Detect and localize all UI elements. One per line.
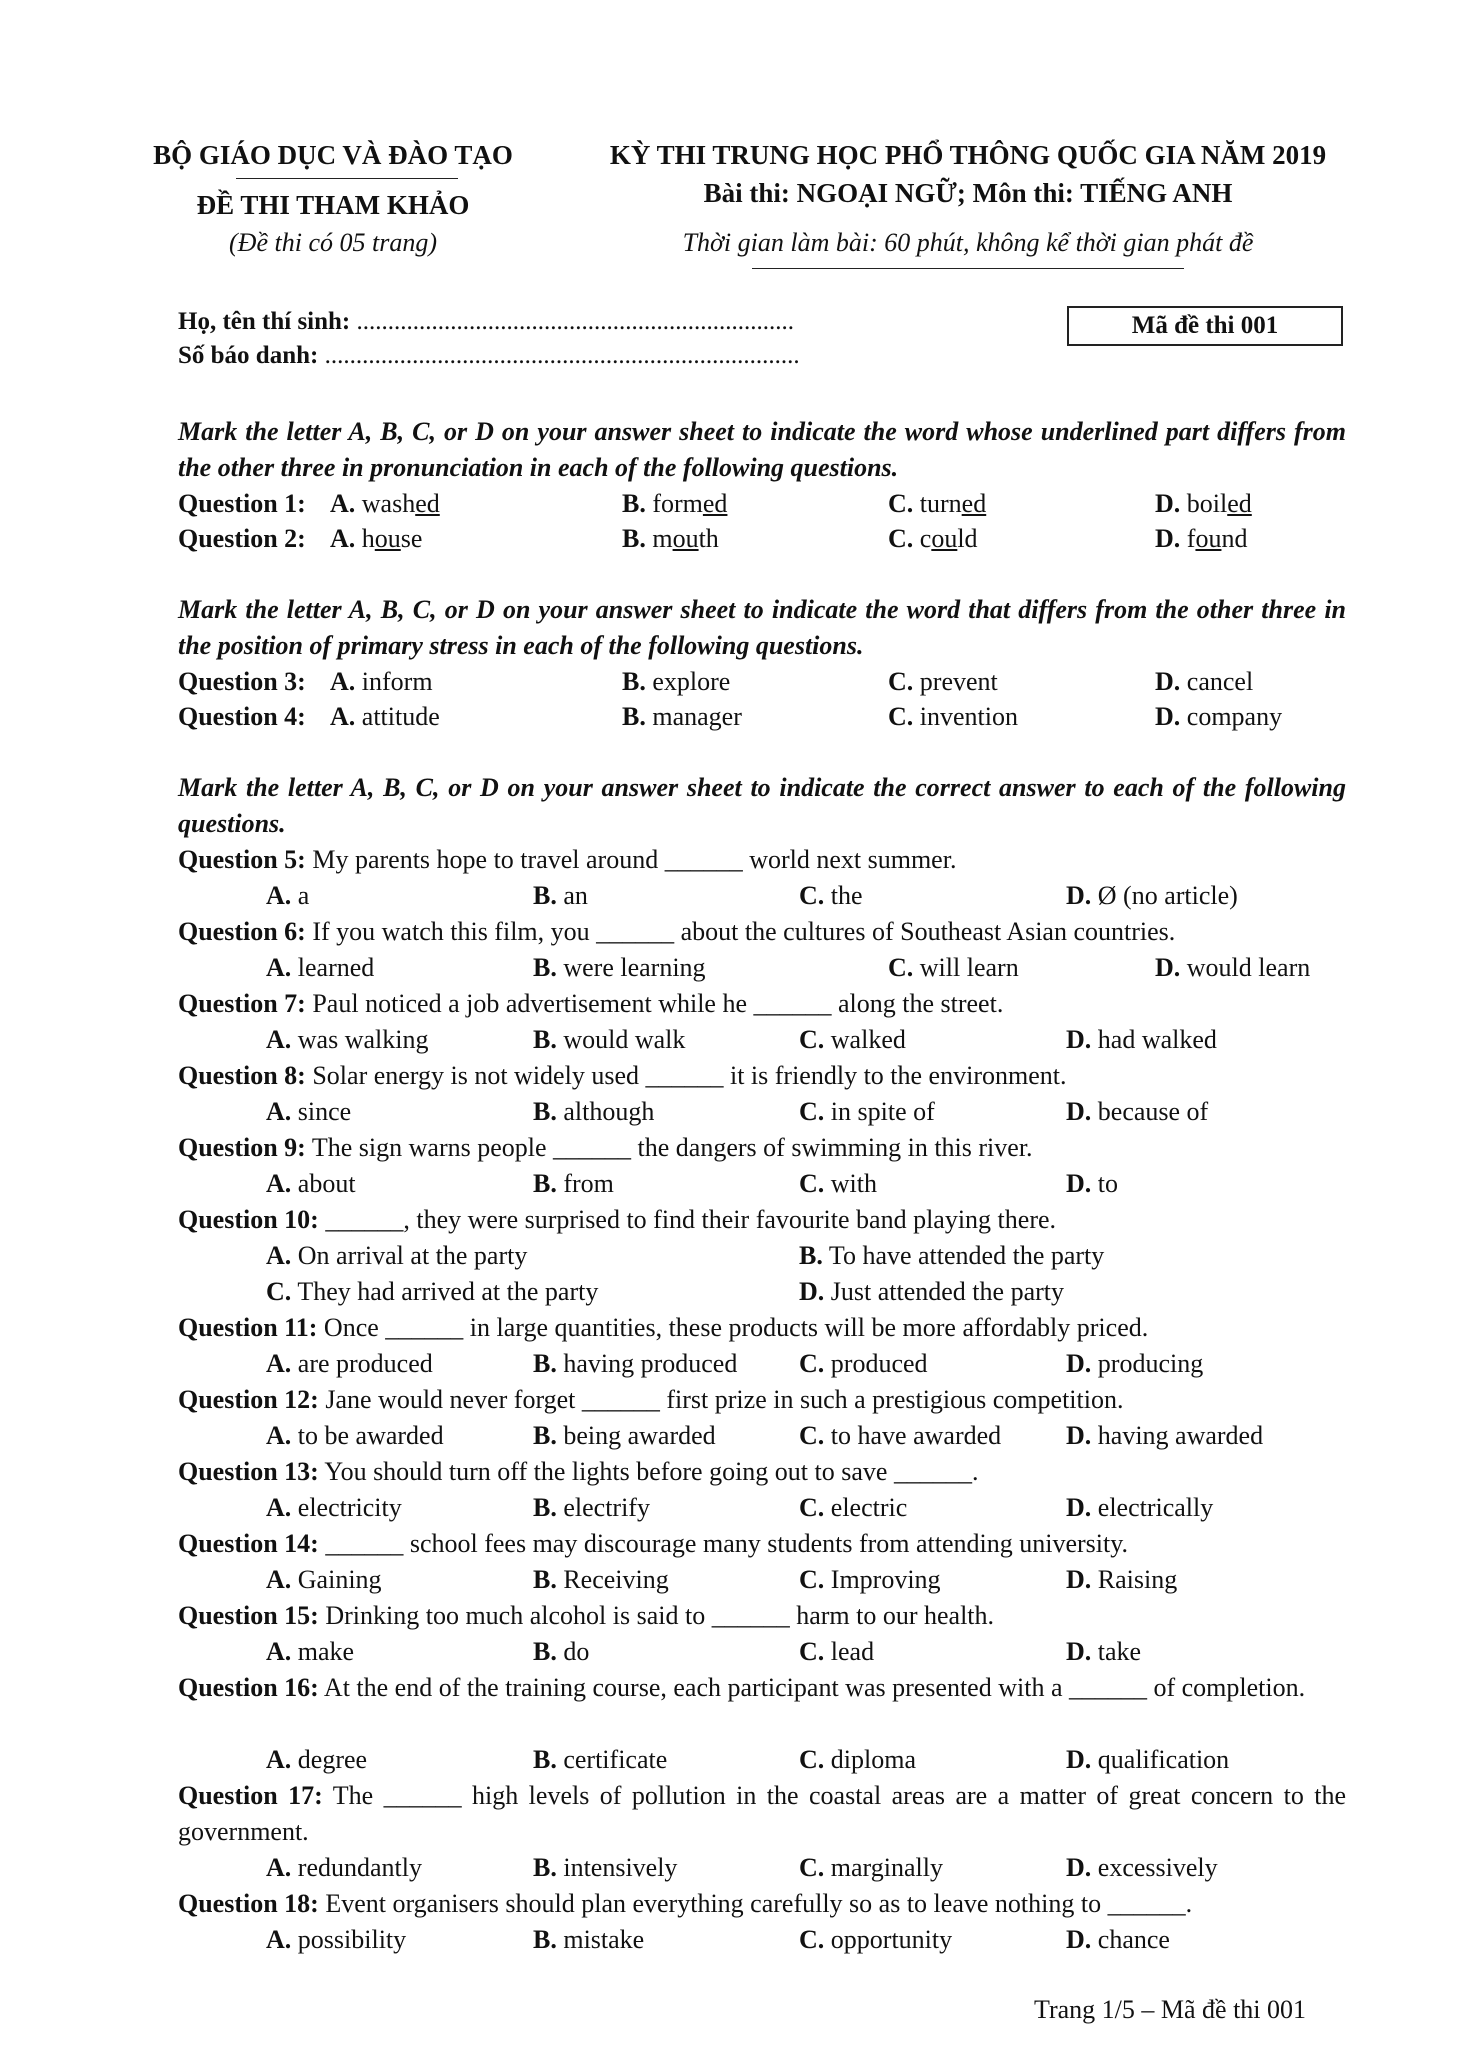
option-text: electrify <box>563 1493 650 1522</box>
q13-option-c[interactable] <box>799 1490 907 1526</box>
q12-option-c[interactable] <box>799 1418 1001 1454</box>
option-text: will learn <box>919 953 1019 982</box>
q17-option-a[interactable] <box>266 1850 422 1886</box>
q18-option-d[interactable] <box>1066 1922 1170 1958</box>
option-text: degree <box>297 1745 368 1774</box>
q16-option-c[interactable] <box>799 1742 916 1778</box>
option-letter: B. <box>533 1025 557 1054</box>
option-text: possibility <box>297 1925 407 1954</box>
option-letter: B. <box>533 953 557 982</box>
question-text: The sign warns people ______ the dangers of swimming in this river. <box>311 1133 1033 1162</box>
q15-option-a[interactable] <box>266 1634 354 1670</box>
question-10 <box>178 1202 1056 1238</box>
time-note: Thời gian làm bài: 60 phút, không kể thời gian phát đề <box>682 228 1254 257</box>
option-text: h <box>361 524 375 553</box>
option-letter: C. <box>799 1853 825 1882</box>
option-text: would learn <box>1186 953 1311 982</box>
option-letter: B. <box>622 702 646 731</box>
q9-option-a[interactable] <box>266 1166 356 1202</box>
option-letter: B. <box>533 1349 557 1378</box>
option-text: diploma <box>830 1745 916 1774</box>
option-text: To have attended the party <box>828 1241 1105 1270</box>
q15-option-b[interactable] <box>533 1634 589 1670</box>
option-text: Improving <box>830 1565 941 1594</box>
option-letter: C. <box>888 524 914 553</box>
option-letter: A. <box>266 1493 292 1522</box>
q10-option-b[interactable] <box>799 1238 1104 1274</box>
q6-option-b[interactable] <box>533 950 706 986</box>
option-text: turn <box>919 489 962 518</box>
question-text: Once ______ in large quantities, these products will be more affordably priced. <box>323 1313 1149 1342</box>
candidate-name-label: Họ, tên thí sinh: <box>178 308 351 335</box>
question-5 <box>178 842 956 878</box>
option-text: because of <box>1097 1097 1209 1126</box>
q4-option-d[interactable] <box>1155 699 1282 735</box>
option-letter: A. <box>266 1853 292 1882</box>
option-letter: C. <box>888 953 914 982</box>
q18-option-a[interactable] <box>266 1922 406 1958</box>
option-letter: A. <box>266 1025 292 1054</box>
option-letter: D. <box>1066 881 1092 910</box>
q5-option-c[interactable] <box>799 878 863 914</box>
option-letter: B. <box>533 1637 557 1666</box>
option-text: mistake <box>563 1925 645 1954</box>
option-letter: B. <box>799 1241 823 1270</box>
q8-option-a[interactable] <box>266 1094 351 1130</box>
pages-note: (Đề thi có 05 trang) <box>229 228 437 257</box>
option-text: electrically <box>1097 1493 1214 1522</box>
option-text: was walking <box>297 1025 429 1054</box>
q11-option-c[interactable] <box>799 1346 928 1382</box>
option-letter: A. <box>330 667 356 696</box>
candidate-name-row <box>178 308 794 336</box>
option-letter: B. <box>533 1493 557 1522</box>
option-text: cancel <box>1186 667 1254 696</box>
option-text: nd <box>1221 524 1248 553</box>
question-13 <box>178 1454 978 1490</box>
question-label: Question 14: <box>178 1529 319 1558</box>
candidate-id-row <box>178 342 800 370</box>
underlined-part: ou <box>931 524 958 553</box>
option-letter: C. <box>799 1421 825 1450</box>
q11-option-b[interactable] <box>533 1346 737 1382</box>
option-text: excessively <box>1097 1853 1218 1882</box>
q16-option-a[interactable] <box>266 1742 367 1778</box>
option-letter: D. <box>799 1277 825 1306</box>
option-text: They had arrived at the party <box>297 1277 599 1306</box>
q10-option-a[interactable] <box>266 1238 527 1274</box>
ministry-name: BỘ GIÁO DỤC VÀ ĐÀO TẠO <box>153 140 513 170</box>
option-letter: D. <box>1066 1853 1092 1882</box>
candidate-name-field[interactable]: ...................................................................... <box>356 308 795 335</box>
q13-option-a[interactable] <box>266 1490 402 1526</box>
q13-option-d[interactable] <box>1066 1490 1213 1526</box>
underlined-part: ou <box>672 524 699 553</box>
question-label: Question 11: <box>178 1313 318 1342</box>
option-text: an <box>563 881 588 910</box>
question-label: Question 15: <box>178 1601 319 1630</box>
option-letter: B. <box>622 524 646 553</box>
q14-option-b[interactable] <box>533 1562 669 1598</box>
option-text: wash <box>361 489 416 518</box>
option-text: having awarded <box>1097 1421 1264 1450</box>
question-label: Question 4: <box>178 702 306 731</box>
option-text: inform <box>361 667 433 696</box>
q1-option-a[interactable] <box>330 486 440 522</box>
option-letter: A. <box>330 524 356 553</box>
option-text: the <box>830 881 863 910</box>
option-text: had walked <box>1097 1025 1217 1054</box>
option-letter: B. <box>533 1169 557 1198</box>
question-17 <box>178 1778 1346 1850</box>
question-11 <box>178 1310 1148 1346</box>
question-text: Drinking too much alcohol is said to ______ harm to our health. <box>325 1601 995 1630</box>
q7-option-b[interactable] <box>533 1022 685 1058</box>
option-letter: B. <box>533 1421 557 1450</box>
underlined-part: ed <box>415 489 440 518</box>
q15-option-d[interactable] <box>1066 1634 1141 1670</box>
option-text: since <box>297 1097 352 1126</box>
option-text: Receiving <box>563 1565 669 1594</box>
q4-option-c[interactable] <box>888 699 1018 735</box>
instruction-correct-answer: Mark the letter A, B, C, or D on your answer sheet to indicate the correct answer to each of the following questions. <box>178 773 1346 838</box>
option-text: chance <box>1097 1925 1170 1954</box>
question-text: My parents hope to travel around ______ world next summer. <box>312 845 957 874</box>
option-text: to <box>1097 1169 1119 1198</box>
q3-option-a[interactable] <box>330 664 433 700</box>
question-2 <box>178 521 306 557</box>
option-text: from <box>563 1169 614 1198</box>
option-text: being awarded <box>563 1421 716 1450</box>
page-footer: Trang 1/5 – Mã đề thi 001 <box>1034 1995 1307 2024</box>
question-8 <box>178 1058 1066 1094</box>
header-right-rule <box>752 268 1184 269</box>
question-7 <box>178 986 1003 1022</box>
q17-option-c[interactable] <box>799 1850 943 1886</box>
q3-option-d[interactable] <box>1155 664 1253 700</box>
option-text: explore <box>652 667 731 696</box>
question-9 <box>178 1130 1033 1166</box>
option-letter: B. <box>533 1853 557 1882</box>
option-letter: C. <box>799 1169 825 1198</box>
option-text: in spite of <box>830 1097 935 1126</box>
option-letter: C. <box>799 1565 825 1594</box>
option-letter: B. <box>533 1745 557 1774</box>
q11-option-a[interactable] <box>266 1346 433 1382</box>
question-label: Question 9: <box>178 1133 306 1162</box>
option-text: intensively <box>563 1853 678 1882</box>
option-letter: C. <box>799 1493 825 1522</box>
q13-option-b[interactable] <box>533 1490 650 1526</box>
option-text: are produced <box>297 1349 433 1378</box>
question-label: Question 7: <box>178 989 306 1018</box>
option-text: redundantly <box>297 1853 422 1882</box>
option-letter: A. <box>266 1925 292 1954</box>
option-text: certificate <box>563 1745 668 1774</box>
question-text: ______ school fees may discourage many students from attending university. <box>325 1529 1129 1558</box>
option-text: c <box>919 524 932 553</box>
option-text: th <box>698 524 719 553</box>
option-letter: D. <box>1066 1745 1092 1774</box>
q18-option-b[interactable] <box>533 1922 644 1958</box>
option-letter: B. <box>622 489 646 518</box>
q1-option-c[interactable] <box>888 486 986 522</box>
instruction-pronunciation: Mark the letter A, B, C, or D on your answer sheet to indicate the word whose underlined part differs from the other three in pronunciation in each of the following questions. <box>178 417 1346 482</box>
q14-option-a[interactable] <box>266 1562 382 1598</box>
question-label: Question 2: <box>178 524 306 553</box>
q12-option-d[interactable] <box>1066 1418 1263 1454</box>
q12-option-b[interactable] <box>533 1418 716 1454</box>
q18-option-c[interactable] <box>799 1922 952 1958</box>
option-letter: B. <box>533 1925 557 1954</box>
option-letter: C. <box>799 1025 825 1054</box>
option-text: produced <box>830 1349 928 1378</box>
q10-option-c[interactable] <box>266 1274 598 1310</box>
q12-option-a[interactable] <box>266 1418 444 1454</box>
question-text: Paul noticed a job advertisement while he ______ along the street. <box>312 989 1004 1018</box>
option-text: to be awarded <box>297 1421 444 1450</box>
option-letter: C. <box>888 489 914 518</box>
option-text: attitude <box>361 702 440 731</box>
option-letter: C. <box>888 702 914 731</box>
q9-option-c[interactable] <box>799 1166 877 1202</box>
question-text: Jane would never forget ______ first prize in such a prestigious competition. <box>325 1385 1124 1414</box>
q2-option-d[interactable] <box>1155 521 1247 557</box>
option-letter: D. <box>1066 1169 1092 1198</box>
option-letter: D. <box>1066 1925 1092 1954</box>
option-text: f <box>1186 524 1196 553</box>
question-3 <box>178 664 306 700</box>
question-4 <box>178 699 306 735</box>
question-label: Question 5: <box>178 845 306 874</box>
option-text: opportunity <box>830 1925 953 1954</box>
option-letter: D. <box>1155 524 1181 553</box>
question-14 <box>178 1526 1128 1562</box>
option-letter: A. <box>266 1097 292 1126</box>
q16-option-b[interactable] <box>533 1742 667 1778</box>
question-12 <box>178 1382 1123 1418</box>
option-letter: D. <box>1066 1349 1092 1378</box>
option-text: walked <box>830 1025 906 1054</box>
question-label: Question 16: <box>178 1673 319 1702</box>
header-left-rule <box>236 178 458 179</box>
q14-option-c[interactable] <box>799 1562 941 1598</box>
question-text: ______, they were surprised to find their favourite band playing there. <box>325 1205 1057 1234</box>
question-18 <box>178 1886 1192 1922</box>
option-text: se <box>400 524 423 553</box>
option-text: learned <box>297 953 375 982</box>
exam-subject: Bài thi: NGOẠI NGỮ; Môn thi: TIẾNG ANH <box>703 178 1233 208</box>
question-label: Question 10: <box>178 1205 319 1234</box>
question-label: Question 13: <box>178 1457 319 1486</box>
q5-option-a[interactable] <box>266 878 309 914</box>
q5-option-d[interactable] <box>1066 878 1238 914</box>
q5-option-b[interactable] <box>533 878 588 914</box>
question-label: Question 17: <box>178 1781 323 1810</box>
option-text: Just attended the party <box>830 1277 1064 1306</box>
q9-option-d[interactable] <box>1066 1166 1118 1202</box>
q2-option-b[interactable] <box>622 521 719 557</box>
question-6 <box>178 914 1175 950</box>
q14-option-d[interactable] <box>1066 1562 1177 1598</box>
option-text: On arrival at the party <box>297 1241 528 1270</box>
option-letter: D. <box>1155 953 1181 982</box>
q8-option-d[interactable] <box>1066 1094 1208 1130</box>
option-letter: D. <box>1155 667 1181 696</box>
option-text: boil <box>1186 489 1228 518</box>
question-text: If you watch this film, you ______ about the cultures of Southeast Asian countries. <box>312 917 1176 946</box>
option-text: a <box>297 881 310 910</box>
question-1 <box>178 486 306 522</box>
q2-option-c[interactable] <box>888 521 978 557</box>
option-text: having produced <box>563 1349 738 1378</box>
option-letter: A. <box>266 1349 292 1378</box>
option-letter: A. <box>266 1421 292 1450</box>
question-label: Question 8: <box>178 1061 306 1090</box>
q8-option-b[interactable] <box>533 1094 654 1130</box>
option-letter: C. <box>799 1349 825 1378</box>
option-text: lead <box>830 1637 875 1666</box>
option-letter: D. <box>1155 489 1181 518</box>
q11-option-d[interactable] <box>1066 1346 1203 1382</box>
underlined-part: ou <box>1195 524 1222 553</box>
q17-option-b[interactable] <box>533 1850 677 1886</box>
question-label: Question 1: <box>178 489 306 518</box>
question-15 <box>178 1598 994 1634</box>
question-text: You should turn off the lights before going out to save ______. <box>324 1457 979 1486</box>
option-text: manager <box>652 702 742 731</box>
option-text: qualification <box>1097 1745 1230 1774</box>
option-text: about <box>297 1169 356 1198</box>
q4-option-a[interactable] <box>330 699 440 735</box>
option-letter: B. <box>533 881 557 910</box>
option-letter: A. <box>330 702 356 731</box>
option-letter: C. <box>799 1097 825 1126</box>
option-letter: A. <box>330 489 356 518</box>
underlined-part: ed <box>702 489 728 518</box>
question-text: The ______ high levels of pollution in the coastal areas are a matter of great concern to the government. <box>178 1781 1347 1846</box>
option-text: make <box>297 1637 355 1666</box>
option-text: although <box>563 1097 655 1126</box>
question-label: Question 12: <box>178 1385 319 1414</box>
question-text: At the end of the training course, each participant was presented with a ______ of completion. <box>323 1673 1306 1702</box>
question-16 <box>178 1670 1346 1706</box>
option-letter: B. <box>533 1097 557 1126</box>
q3-option-c[interactable] <box>888 664 998 700</box>
option-text: Gaining <box>297 1565 382 1594</box>
option-text: Ø (no article) <box>1097 881 1238 910</box>
q17-option-d[interactable] <box>1066 1850 1218 1886</box>
option-letter: D. <box>1066 1421 1092 1450</box>
q16-option-d[interactable] <box>1066 1742 1229 1778</box>
option-text: prevent <box>919 667 998 696</box>
option-text: producing <box>1097 1349 1204 1378</box>
q9-option-b[interactable] <box>533 1166 614 1202</box>
option-text: were learning <box>563 953 706 982</box>
q8-option-c[interactable] <box>799 1094 935 1130</box>
option-text: take <box>1097 1637 1142 1666</box>
option-text: to have awarded <box>830 1421 1002 1450</box>
candidate-id-field[interactable]: ............................................................................ <box>324 342 800 369</box>
option-text: electricity <box>297 1493 402 1522</box>
option-letter: D. <box>1066 1493 1092 1522</box>
option-text: ld <box>957 524 978 553</box>
option-text: do <box>563 1637 590 1666</box>
underlined-part: ed <box>961 489 987 518</box>
q4-option-b[interactable] <box>622 699 742 735</box>
question-label: Question 18: <box>178 1889 319 1918</box>
option-letter: B. <box>533 1565 557 1594</box>
option-text: electric <box>830 1493 908 1522</box>
q7-option-c[interactable] <box>799 1022 906 1058</box>
underlined-part: ou <box>374 524 401 553</box>
q6-option-a[interactable] <box>266 950 374 986</box>
option-letter: D. <box>1066 1025 1092 1054</box>
question-label: Question 3: <box>178 667 306 696</box>
option-letter: D. <box>1155 702 1181 731</box>
instruction-stress: Mark the letter A, B, C, or D on your answer sheet to indicate the word that differs from the other three in the position of primary stress in each of the following questions. <box>178 595 1346 660</box>
option-text: with <box>830 1169 878 1198</box>
option-letter: C. <box>888 667 914 696</box>
option-letter: A. <box>266 953 292 982</box>
question-text: Event organisers should plan everything carefully so as to leave nothing to ______. <box>325 1889 1193 1918</box>
question-label: Question 6: <box>178 917 306 946</box>
q1-option-d[interactable] <box>1155 486 1252 522</box>
q7-option-a[interactable] <box>266 1022 428 1058</box>
q6-option-c[interactable] <box>888 950 1019 986</box>
option-text: would walk <box>563 1025 686 1054</box>
option-letter: D. <box>1066 1637 1092 1666</box>
option-letter: C. <box>799 881 825 910</box>
option-letter: A. <box>266 881 292 910</box>
option-letter: D. <box>1066 1565 1092 1594</box>
q15-option-c[interactable] <box>799 1634 874 1670</box>
underlined-part: ed <box>1227 489 1252 518</box>
option-letter: B. <box>622 667 646 696</box>
option-text: company <box>1186 702 1283 731</box>
exam-type: ĐỀ THI THAM KHẢO <box>196 190 470 220</box>
option-letter: A. <box>266 1565 292 1594</box>
option-letter: A. <box>266 1169 292 1198</box>
option-text: invention <box>919 702 1018 731</box>
exam-code-box: Mã đề thi 001 <box>1067 306 1343 346</box>
candidate-id-label: Số báo danh: <box>178 342 319 369</box>
q10-option-d[interactable] <box>799 1274 1064 1310</box>
option-letter: C. <box>799 1925 825 1954</box>
option-text: m <box>652 524 673 553</box>
option-letter: A. <box>266 1637 292 1666</box>
option-letter: C. <box>266 1277 292 1306</box>
option-letter: D. <box>1066 1097 1092 1126</box>
option-text: marginally <box>830 1853 943 1882</box>
option-text: Raising <box>1097 1565 1178 1594</box>
q6-option-d[interactable] <box>1155 950 1310 986</box>
option-letter: C. <box>799 1745 825 1774</box>
option-letter: A. <box>266 1241 292 1270</box>
option-letter: C. <box>799 1637 825 1666</box>
q7-option-d[interactable] <box>1066 1022 1217 1058</box>
option-text: form <box>652 489 703 518</box>
exam-title: KỲ THI TRUNG HỌC PHỔ THÔNG QUỐC GIA NĂM 2019 <box>609 140 1327 170</box>
q2-option-a[interactable] <box>330 521 422 557</box>
question-text: Solar energy is not widely used ______ it is friendly to the environment. <box>312 1061 1067 1090</box>
q3-option-b[interactable] <box>622 664 730 700</box>
option-letter: A. <box>266 1745 292 1774</box>
q1-option-b[interactable] <box>622 486 727 522</box>
